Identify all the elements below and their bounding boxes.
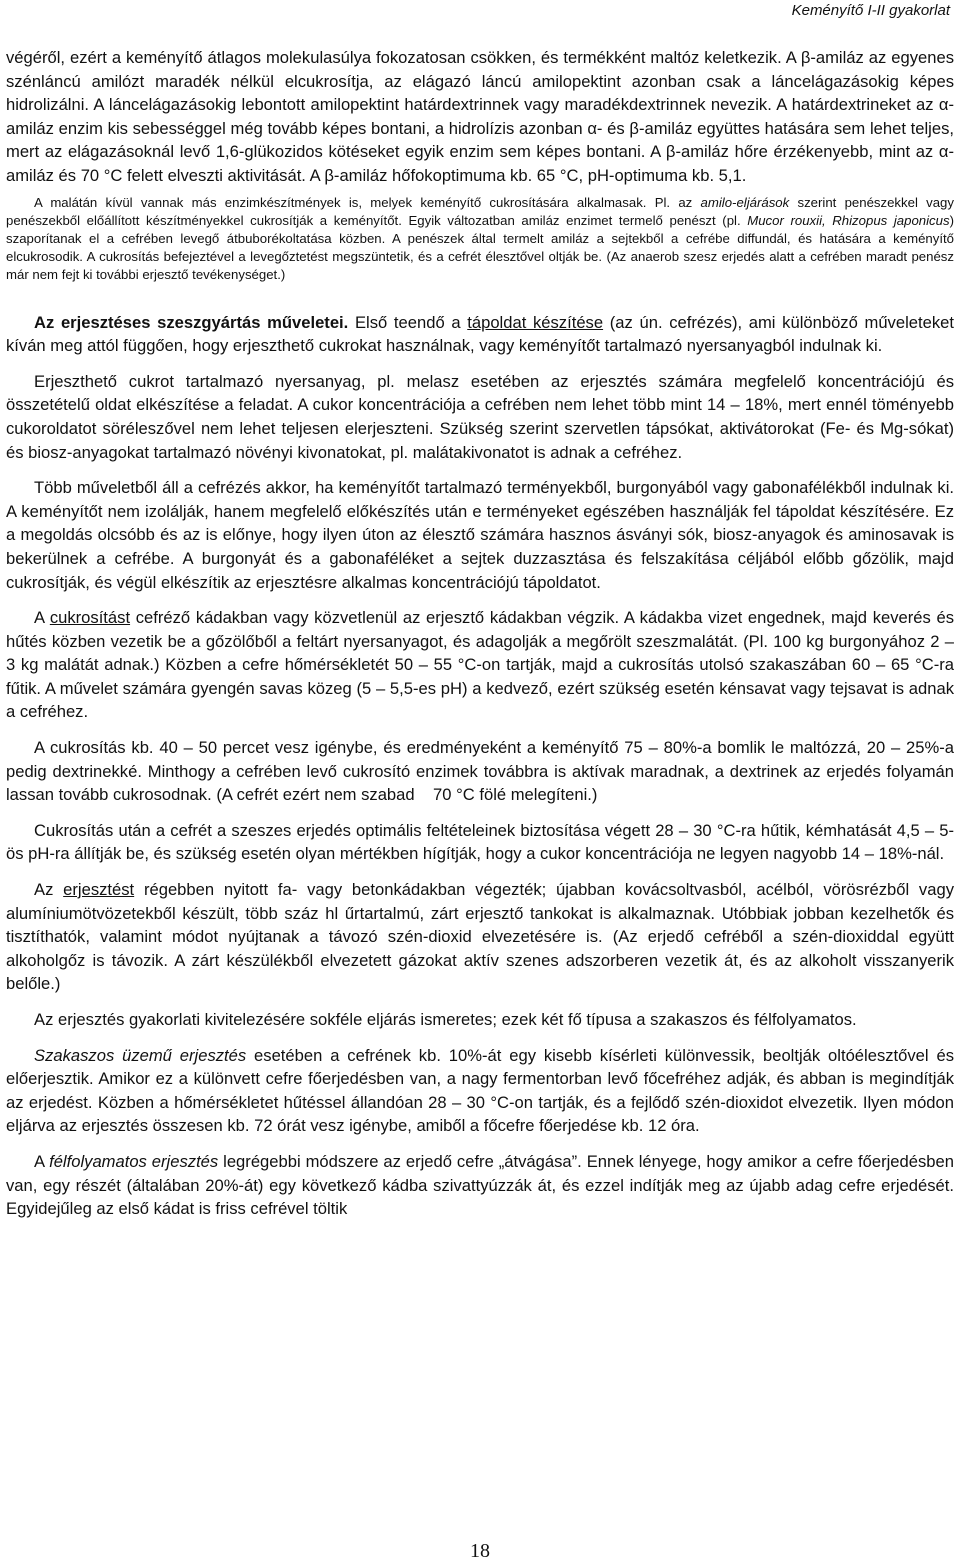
p4-underlined: cukrosítást <box>49 608 131 628</box>
running-header: Keményítő I-II gyakorlat <box>791 2 950 19</box>
paragraph-9 <box>6 1044 954 1138</box>
intro-paragraph: végéről, ezért a keményítő átlagos molekulasúlya fokozatosan csökken, és termékként maltóz keletkezik. A β-amiláz az egyenes szénláncú amilózt maradék nélkül elcukrosítja, az elágazó láncú amilopektint azonban csak a láncelágazásokig képes hidrolizálni. A láncelágazásokig lebontott amilopektint határdextrinnek vagy maradékdextrinnek nevezik. A határdextrineket az α-amiláz enzim kis sebességgel még tovább képes bontani, a hidrolízis azonban α- és β-amiláz együttes hatására sem lehet teljes, mert az elágazásoknál levő 1,6-glükozidos kötéseket egyik enzim sem képes bontani. A β-amiláz hőre érzékenyebb, mint az α-amiláz és 70 °C felett elveszti aktivitását. A β-amiláz hőfokoptimuma kb. 65 °C, pH-optimuma kb. 5,1. <box>6 48 954 185</box>
p4-text-a: A <box>34 608 50 628</box>
s1-underlined: tápoldat készítése <box>467 312 604 332</box>
p7-underlined: erjesztést <box>63 880 135 900</box>
p10-text-a: A <box>34 1151 50 1171</box>
section-intro-paragraph <box>6 311 954 358</box>
paragraph-4 <box>6 606 954 724</box>
p7-text-b: régebben nyitott fa- vagy betonkádakban végezték; újabban kovácsoltvasból, acélból, vörösrézből vagy alumíniumötvözetekből készült, több száz hl űrtartalmú, zárt erjesztő tankokat is alkalmaznak. Utóbbiak jobban kezelhetők és tisztíthatók, valamint módot nyújtanak a távozó szén-dioxid elvezetésére is. (Az erjedő cefréből a szén-dioxiddal együtt alkoholgőz is távozik. A zárt készülékből elvezetett gázokat aktív szenes adszorberen vezetik át, és az alkoholt visszanyerik belőle.) <box>6 880 954 994</box>
small-print-paragraph <box>6 194 954 284</box>
paragraph-2: Erjeszthető cukrot tartalmazó nyersanyag, pl. melasz esetében az erjesztés számára megfelelő koncentrációjú és összetételű oldat elkészítése a feladat. A cukor koncentrációja a cefrében nem lehet több mint 14 – 18%, mert ennél töményebb cukoroldatot söréleszővel nem lehet teljesen elerjeszteni. Szükség szerint szervetlen tápsókat, aktivátorokat (Fe- és Mg-sókat) és biosz-anyagokat tartalmazó növényi kivonatokat, pl. malátakivonatot is adnak a cefréhez. <box>6 371 954 462</box>
small-text-f: ) szaporítanak el a cefrében levegő átbuborékoltatása közben. A penészek által termelt amiláz a sejtekből a cefrébe diffundál, és hatására a keményítő elcukrosodik. A cukrosítás befejeztével a levegőztetést megszüntetik, és a cefrét élesztővel oltják be. (Az anaerob szesz erjedés alatt a cefrében maradt penész már nem fejt ki további erjesztő tevékenységet.) <box>6 212 954 282</box>
p4-text-b: cefréző kádakban vagy közvetlenül az erjesztő kádakban végzik. A kádakba vizet engednek, majd keverés és hűtés közben vezetik be a gőzölőből a feltárt nyersanyagot, és adagolják a megőrölt szeszmalátát. (Pl. 100 kg burgonyához 2 – 3 kg malátát adnak.) Közben a cefre hőmérsékletét 50 – 55 °C-on tartják, majd a cukrosítás utolsó szakaszában 60 – 65 °C-ra fűtik. A művelet számára gyengén savas közeg (5 – 5,5-es pH) a kedvező, ezért szükség esetén kénsavat vagy tejsavat is adnak a cefréhez. <box>6 608 954 722</box>
small-text-b: amilo <box>700 194 733 210</box>
p9-italic: Szakaszos üzemű erjesztés <box>34 1045 247 1065</box>
section-heading: Az erjesztéses szeszgyártás műveletei. <box>34 312 349 332</box>
paragraph-10 <box>6 1150 954 1221</box>
page-number: 18 <box>470 1540 490 1562</box>
paragraph-7 <box>6 878 954 996</box>
paragraph-3: Több műveletből áll a cefrézés akkor, ha keményítőt tartalmazó terményekből, burgonyából vagy gabonafélékből indulnak ki. A keményítőt nem izolálják, hanem megfelelő előkészítés után e terményeket egészében használják fel tápoldat készítésére. Ez a megoldás olcsóbb és az is előnye, hogy ilyen úton az élesztő számára hasznos ásványi sók, biosz-anyagok és aminosavak is bekerülnek a cefrébe. A burgonyát és a gabonaféléket a sejtek duzzasztása és felszakítása céljából előbb gőzölik, majd cukrosítják, és végül elkészítik az erjesztésre alkalmas koncentrációjú tápoldatot. <box>6 478 954 592</box>
paragraph-8: Az erjesztés gyakorlati kivitelezésére sokféle eljárás ismeretes; ezek két fő típusa a szakaszos és félfolyamatos. <box>34 1010 857 1029</box>
small-text-c: -eljárások <box>732 194 790 210</box>
document-body <box>6 46 959 1221</box>
small-text-a: A malátán kívül vannak más enzimkészítmények is, melyek keményítő cukrosítására alkalmasak. Pl. az <box>34 194 701 210</box>
s1-text-a: Első teendő a <box>348 312 468 332</box>
paragraph-6: Cukrosítás után a cefrét a szeszes erjedés optimális feltételeinek biztosítása végett 28 – 30 °C-ra hűtik, kémhatását 4,5 – 5-ös pH-ra állítják be, és szükség esetén olyan mértékben hígítják, hogy a cukor koncentrációja ne legyen nagyobb 14 – 18%-nál. <box>6 820 954 864</box>
paragraph-5: A cukrosítás kb. 40 – 50 percet vesz igénybe, és eredményeként a keményítő 75 – 80%-a bomlik le maltózzá, 20 – 25%-a pedig dextrinekké. Minthogy a cefrében levő cukrosító enzimek továbbra is aktívak maradnak, a dextrinek az erjedés folyamán lassan tovább cukrosodnak. (A cefrét ezért nem szabad 70 °C fölé melegíteni.) <box>6 738 959 805</box>
p7-text-a: Az <box>34 880 64 900</box>
small-text-d: szerint penészekkel vagy penészekből előállított készítményekkel cukrosítják a keményítőt. Egyik változatban amiláz enzimet termelő penészt (pl. <box>6 194 954 228</box>
p10-italic: félfolyamatos erjesztés <box>49 1151 219 1171</box>
p9-text: esetében a cefrének kb. 10%-át egy kisebb kísérleti különvessik, beoltják oltóélesztővel és előerjesztik. Amikor ez a különvett cefre főerjedésben van, a nagy fermentorban levő főcefréhez adják, és abban is megindítják az erjedést. Közben a hőmérsékletet hűtéssel állandóan 28 – 30 °C-on tartják, és a fejlődő szén-dioxidot elvezetik. Ilyen módon eljárva az erjesztés összesen kb. 72 órát vesz igénybe, amiből a főcefre főerjedése kb. 12 óra. <box>6 1045 954 1136</box>
small-text-e: Mucor rouxii, Rhizopus japonicus <box>747 212 950 228</box>
p10-text-b: legrégebbi módszere az erjedő cefre „átvágása”. Ennek lényege, hogy amikor a cefre főerjedésben van, egy részét (általában 20%-át) egy következő kádba szivattyúzzák át, és ezzel indítják meg az újabb adag cefre erjedését. Egyidejűleg az első kádat is friss cefrével töltik <box>6 1151 954 1219</box>
s1-text-b: (az ún. cefrézés), ami különböző műveleteket kíván meg attól függően, hogy erjeszthető cukrokat használnak, vagy keményítőt tartalmazó nyersanyagból indulnak ki. <box>6 312 954 356</box>
